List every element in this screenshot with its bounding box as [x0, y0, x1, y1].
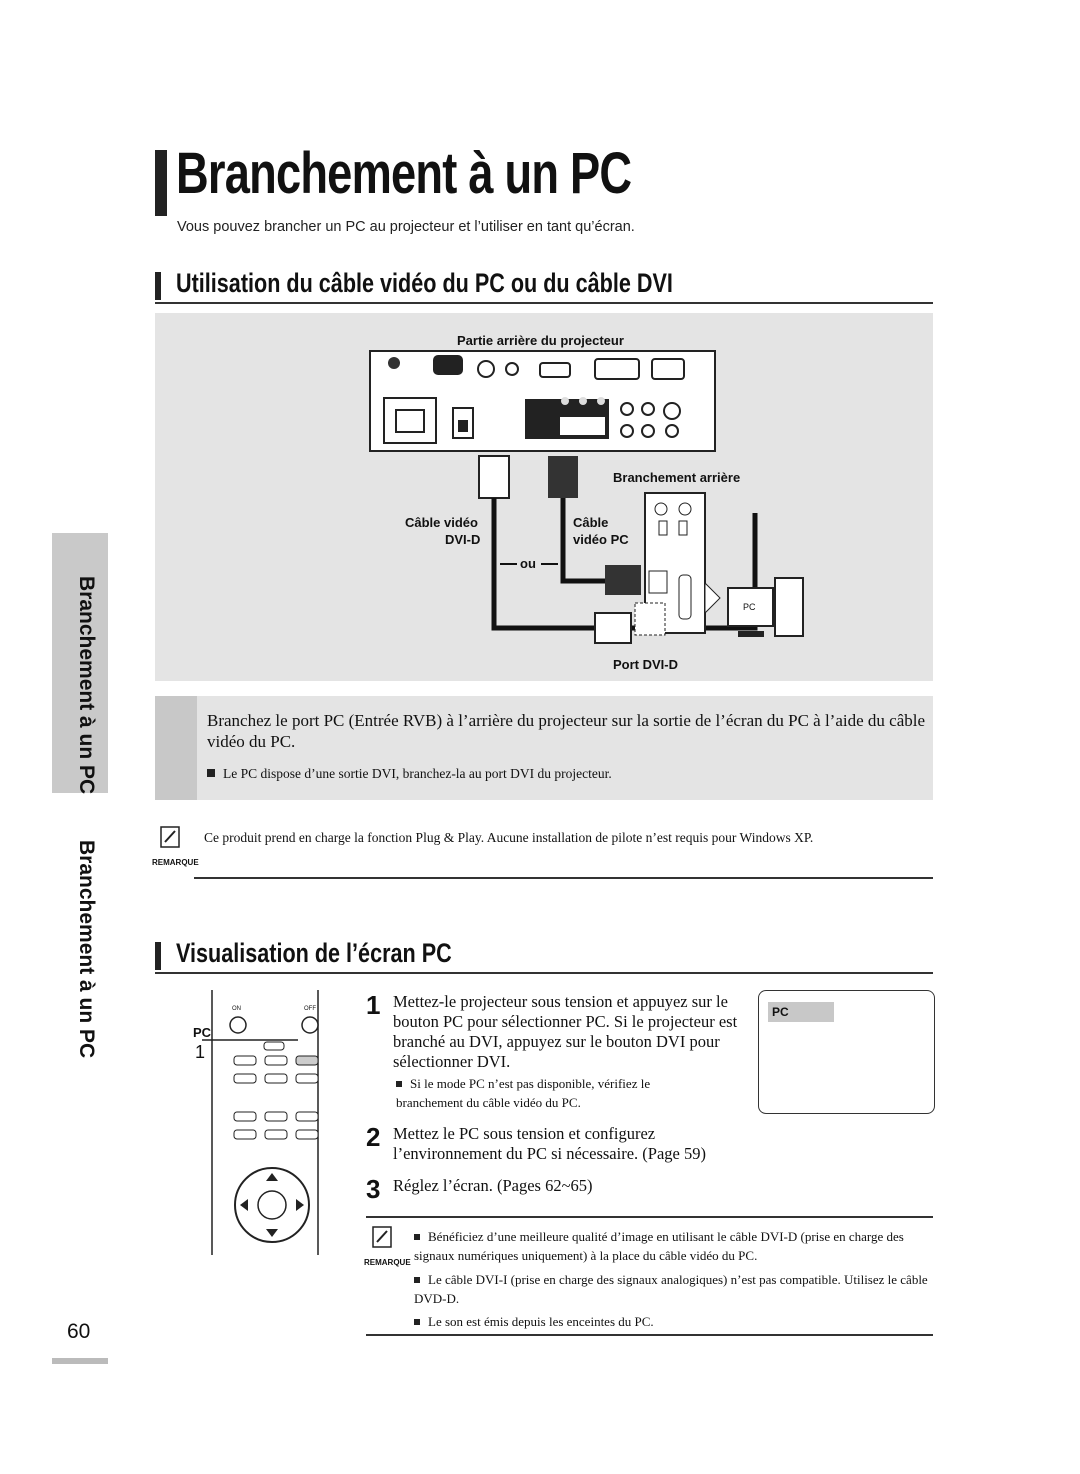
section2-bar [155, 942, 161, 970]
instruction-text: Branchez le port PC (Entrée RVB) à l’arrière du projecteur sur la sortie de l’écran du PC à l’aide du câble vidéo du PC. [207, 711, 926, 751]
step-1-number: 1 [366, 990, 381, 1020]
remark2-pencil-icon [372, 1226, 392, 1248]
remark2-bottom-rule [366, 1334, 933, 1336]
dvi-cable-plug [479, 456, 509, 498]
step-1-note-text: Si le mode PC n’est pas disponible, vérifiez le branchement du câble vidéo du PC. [396, 1076, 651, 1110]
pc-cable-plug [548, 456, 578, 498]
page-number: 60 [67, 1320, 91, 1343]
section1-rule [155, 302, 933, 304]
remark2-top-rule [366, 1216, 933, 1218]
step-3-text: Réglez l’écran. (Pages 62~65) [393, 1176, 593, 1195]
section1-bar [155, 272, 161, 300]
step-2-number: 2 [366, 1122, 381, 1152]
step-2-text: Mettez le PC sous tension et configurez l’environnement du PC si nécessaire. (Page 59) [393, 1124, 706, 1163]
rear-projector-label: Partie arrière du projecteur [457, 333, 624, 348]
remark2-item-2-text: Le câble DVI-I (prise en charge des signaux analogiques) n’est pas compatible. Utilisez le câble DVD-D. [414, 1272, 928, 1306]
remark-rule [194, 877, 933, 879]
instruction-box-tab [155, 696, 197, 800]
bullet-icon [207, 769, 215, 777]
page-title: Branchement à un PC [176, 141, 632, 206]
pc-cable-label-1: Câble [573, 515, 609, 530]
remote-off-label: OFF [304, 1006, 316, 1012]
connection-diagram [155, 313, 933, 681]
dvi-cable-label-1: Câble vidéo [405, 515, 478, 530]
section1-title: Utilisation du câble vidéo du PC ou du câble DVI [176, 268, 673, 298]
bullet-icon [414, 1277, 420, 1283]
remote-control [190, 990, 340, 1260]
remark2-item-3 [414, 1312, 929, 1331]
rs232c-port [540, 363, 570, 377]
title-bar [155, 150, 167, 216]
pc-port [652, 359, 684, 379]
instruction-note [207, 766, 612, 782]
remark2-item-3-text: Le son est émis depuis les enceintes du PC. [428, 1314, 654, 1329]
composite-port [506, 363, 518, 375]
bullet-icon [414, 1319, 420, 1325]
section2-rule [155, 972, 933, 974]
section2-title: Visualisation de l’écran PC [176, 938, 452, 968]
instruction-note-text: Le PC dispose d’une sortie DVI, branchez-la au port DVI du projecteur. [223, 766, 612, 781]
dvi-port-label: Port DVI-D [613, 657, 678, 672]
remark-label: REMARQUE [152, 858, 199, 867]
osd-pc-label: PC [768, 1002, 834, 1022]
or-label: ou [520, 556, 536, 571]
dvi-cable-label-2: DVI-D [445, 532, 481, 547]
remark2-item-1-text: Bénéficiez d’une meilleure qualité d’image en utilisant le câble DVI-D (prise en charge des signaux numériques uniquement) à la place du câble vidéo du PC. [414, 1229, 904, 1263]
pc-cable-label-2: vidéo PC [573, 532, 629, 547]
bullet-icon [414, 1234, 420, 1240]
remark2-item-1 [414, 1227, 929, 1265]
rear-connection-label: Branchement arrière [613, 470, 741, 485]
remark2-item-2 [414, 1270, 929, 1308]
page-subtitle: Vous pouvez brancher un PC au projecteur et l’utiliser en tant qu’écran. [177, 219, 635, 235]
step-3-number: 3 [366, 1174, 381, 1204]
remark-pencil-icon [160, 826, 180, 848]
step-1-note [396, 1074, 716, 1112]
pc-monitor-label: PC [743, 602, 756, 612]
remote-on-label: ON [232, 1006, 241, 1012]
remote-step-callout: 1 [195, 1042, 206, 1062]
dvi-port [595, 359, 639, 379]
remote-pc-callout: PC [193, 1025, 212, 1040]
pc-tower [775, 578, 803, 636]
remark-text: Ce produit prend en charge la fonction Plug & Play. Aucune installation de pilote n’est requis pour Windows XP. [204, 830, 814, 845]
remark2-label: REMARQUE [364, 1258, 411, 1267]
page-number-bar [52, 1358, 108, 1364]
bullet-icon [396, 1081, 402, 1087]
connection-diagram-svg [155, 313, 933, 681]
svideo-port [478, 361, 494, 377]
step-1-text: Mettez-le projecteur sous tension et appuyez sur le bouton PC pour sélectionner PC. Si le projecteur est branché au DVI, appuyez sur le bouton DVI pour sélectionner DVI. [393, 992, 738, 1071]
side-tab-top-text: Branchement à un PC [75, 576, 98, 795]
side-tab-bottom-text: Branchement à un PC [75, 840, 98, 1059]
